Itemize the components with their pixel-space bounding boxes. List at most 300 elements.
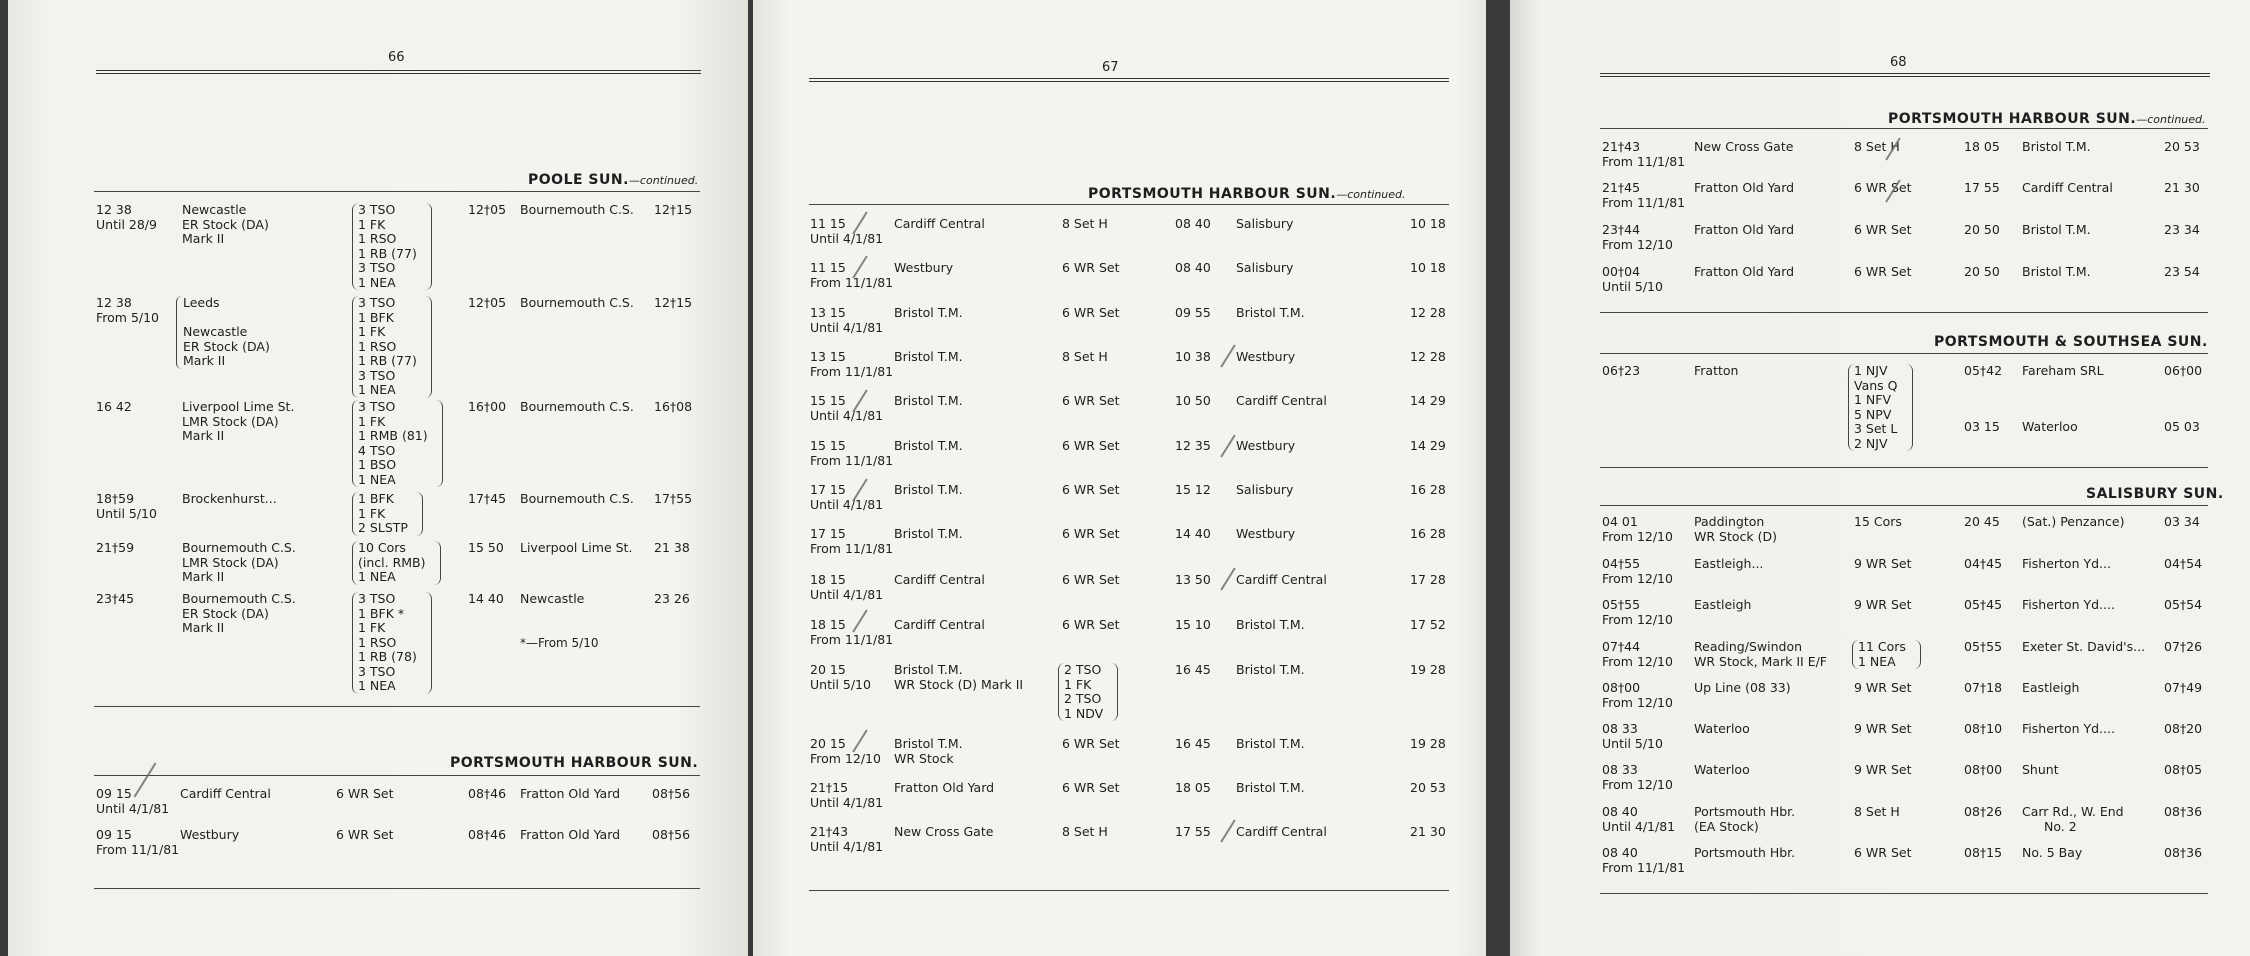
validity: Until 4/1/81 — [810, 838, 884, 854]
validity: Until 5/10 — [810, 676, 871, 692]
destination: Bristol T.M. — [2022, 264, 2091, 279]
stock-item: 1 RB (78) — [358, 649, 417, 664]
validity: From 12/10 — [1602, 653, 1673, 669]
dep-time: 00†04 — [1602, 264, 1641, 279]
arrival-time: 03 34 — [2164, 514, 2200, 529]
origin-note: Mark II — [182, 569, 225, 584]
dep-time: 21†43 — [1602, 139, 1641, 154]
destination: Bristol T.M. — [1236, 780, 1305, 795]
origin: New Cross Gate — [1694, 139, 1794, 154]
origin: Fratton Old Yard — [1694, 180, 1795, 195]
dep-time: 04 01 — [1602, 514, 1638, 529]
origin: Eastleigh — [1694, 597, 1752, 612]
stock-item: 5 NPV — [1854, 406, 1892, 422]
stock-item: 3 TSO — [358, 399, 396, 414]
working-time: 18 05 — [1175, 780, 1211, 795]
stock-item: 1 FK — [358, 505, 386, 521]
working-time: 08 40 — [1175, 216, 1211, 231]
arrival-time: 05†54 — [2164, 597, 2203, 612]
stock-item: 1 NEA — [358, 678, 396, 693]
validity: Until 4/1/81 — [1602, 818, 1676, 834]
stock-item: 3 TSO — [358, 591, 396, 606]
working-time: 15 10 — [1175, 617, 1211, 632]
section-title-text: POOLE SUN. — [528, 172, 629, 188]
origin: Bristol T.M. — [894, 393, 963, 408]
origin: Waterloo — [1694, 721, 1750, 736]
working-time: 05†55 — [1964, 639, 2003, 654]
destination: Fisherton Yd.... — [2022, 597, 2115, 612]
origin: Bristol T.M. — [894, 305, 963, 320]
working-time: 15 50 — [468, 540, 504, 555]
stock-item: 1 NEA — [358, 569, 396, 584]
origin: Bournemouth C.S. — [182, 540, 296, 555]
dep-time: 21†43 — [810, 824, 849, 839]
stock-item: 1 FK — [358, 324, 386, 339]
validity: From 11/1/81 — [1602, 859, 1686, 875]
origin-note: Mark II — [182, 620, 225, 635]
arrival-time: 19 28 — [1410, 662, 1446, 677]
dep-time: 21†59 — [96, 540, 135, 555]
section-rule — [94, 191, 700, 192]
arrival-time: 07†26 — [2164, 639, 2203, 654]
working-time: 08†10 — [1964, 721, 2003, 736]
working-time: 20 50 — [1964, 222, 2000, 237]
stock: 15 Cors — [1854, 514, 1902, 529]
stock-item: 11 Cors — [1858, 639, 1906, 654]
section-rule — [94, 775, 700, 776]
working-time: 05†42 — [1964, 363, 2003, 378]
section-rule — [1600, 353, 2208, 354]
section-title-portsmouth-harbour — [1888, 111, 2206, 127]
stock-item: 1 NJV — [1854, 363, 1888, 378]
origin: Newcastle — [183, 324, 248, 339]
origin: Waterloo — [1694, 762, 1750, 777]
page-67 — [753, 0, 1486, 956]
origin-note: Mark II — [183, 353, 226, 368]
arrival-time: 16†08 — [654, 399, 693, 414]
origin: Cardiff Central — [894, 572, 985, 587]
origin: Cardiff Central — [894, 216, 985, 231]
dep-time: 12 38 — [96, 295, 132, 310]
origin-note: Mark II — [182, 231, 225, 246]
working-time: 15 12 — [1175, 482, 1211, 497]
validity: From 11/1/81 — [96, 841, 180, 857]
stock: 8 Set H — [1854, 804, 1900, 819]
stock-item: 1 FK — [1064, 676, 1092, 692]
working-time: 10 38 — [1175, 349, 1211, 364]
validity: From 12/10 — [1602, 236, 1673, 252]
section-title-portsmouth-southsea: PORTSMOUTH & SOUTHSEA SUN. — [1934, 334, 2208, 350]
stock-item: 1 NEA — [1858, 653, 1896, 669]
origin: Portsmouth Hbr. — [1694, 845, 1796, 860]
stock-list — [352, 400, 443, 487]
origin-note: ER Stock (DA) — [182, 216, 269, 232]
destination: Eastleigh — [2022, 680, 2080, 695]
validity: Until 28/9 — [96, 216, 157, 232]
stock-item: 1 BFK — [358, 491, 394, 506]
dep-time: 18†59 — [96, 491, 135, 506]
destination: Liverpool Lime St. — [520, 540, 633, 555]
section-rule — [809, 890, 1449, 891]
stock-item: 1 BSO — [358, 457, 397, 472]
stock-list — [1848, 364, 1913, 451]
section-rule — [809, 204, 1449, 205]
validity: From 11/1/81 — [1602, 153, 1686, 169]
origin: Brockenhurst... — [182, 491, 277, 506]
validity: From 12/10 — [1602, 570, 1673, 586]
dep-time: 08 33 — [1602, 762, 1638, 777]
validity: Until 4/1/81 — [810, 230, 884, 246]
pencil-tick-mark — [1220, 434, 1235, 457]
arrival-time: 16 28 — [1410, 526, 1446, 541]
destination-note: No. 2 — [2044, 818, 2077, 834]
stock-list — [352, 203, 432, 290]
stock-list — [352, 592, 432, 694]
arrival-time: 08†36 — [2164, 845, 2203, 860]
origin: Paddington — [1694, 514, 1765, 529]
destination: Westbury — [1236, 349, 1296, 364]
stock-item: 3 Set L — [1854, 421, 1898, 436]
validity: From 12/10 — [810, 750, 881, 766]
origin: Westbury — [180, 827, 240, 842]
working-time: 08†26 — [1964, 804, 2003, 819]
arrival-time: 12†15 — [654, 295, 693, 310]
working-time: 12†05 — [468, 295, 507, 310]
stock-item: Vans Q — [1854, 377, 1898, 393]
working-time: 14 40 — [468, 591, 504, 606]
working-time: 20 45 — [1964, 514, 2000, 529]
stock: 6 WR Set — [1062, 305, 1120, 320]
working-time: 10 50 — [1175, 393, 1211, 408]
destination: Fisherton Yd... — [2022, 556, 2111, 571]
validity: From 11/1/81 — [1602, 194, 1686, 210]
dep-time: 04†55 — [1602, 556, 1641, 571]
validity: Until 4/1/81 — [810, 319, 884, 335]
destination: Salisbury — [1236, 216, 1294, 231]
stock-item: 4 TSO — [358, 442, 396, 458]
dep-time: 09 15 — [96, 827, 132, 842]
working-time: 08†46 — [468, 827, 507, 842]
stock-list — [1852, 640, 1921, 669]
arrival-time: 08†56 — [652, 827, 691, 842]
stock-list — [352, 492, 423, 536]
stock: 6 WR Set — [1062, 780, 1120, 795]
dep-time: 08 33 — [1602, 721, 1638, 736]
section-rule — [1600, 128, 2208, 129]
working-time: 08†00 — [1964, 762, 2003, 777]
arrival-time: 05 03 — [2164, 419, 2200, 434]
dep-time: 05†55 — [1602, 597, 1641, 612]
pencil-tick-mark — [1220, 819, 1235, 842]
arrival-time: 23 34 — [2164, 222, 2200, 237]
stock-item: 1 RB (77) — [358, 245, 417, 261]
stock: 6 WR Set — [336, 786, 394, 801]
origin: Bristol T.M. — [894, 526, 963, 541]
dep-time: 07†44 — [1602, 639, 1641, 654]
dep-time: 08 40 — [1602, 845, 1638, 860]
destination: Salisbury — [1236, 482, 1294, 497]
origin-note: WR Stock (D) — [1694, 528, 1777, 544]
validity: Until 5/10 — [1602, 735, 1663, 751]
origin: Bristol T.M. — [894, 438, 963, 453]
destination: Bristol T.M. — [1236, 736, 1305, 751]
arrival-time: 23 26 — [654, 591, 690, 606]
validity: Until 4/1/81 — [810, 586, 884, 602]
arrival-time: 17 28 — [1410, 572, 1446, 587]
working-time: 17 55 — [1964, 180, 2000, 195]
working-time: 08 40 — [1175, 260, 1211, 275]
stock-item: 1 BFK — [358, 309, 394, 325]
origin: Bristol T.M. — [894, 662, 963, 677]
destination: Newcastle — [520, 591, 585, 606]
origin: Liverpool Lime St. — [182, 399, 295, 414]
dep-time: 20 15 — [810, 736, 846, 751]
stock: 9 WR Set — [1854, 762, 1912, 777]
section-rule — [1600, 467, 2208, 468]
page-66 — [8, 0, 748, 956]
origin: Bristol T.M. — [894, 482, 963, 497]
dep-time: 08†00 — [1602, 680, 1641, 695]
validity: From 12/10 — [1602, 776, 1673, 792]
origin-note: ER Stock (DA) — [182, 605, 269, 621]
arrival-time: 23 54 — [2164, 264, 2200, 279]
origin: Fratton Old Yard — [1694, 222, 1795, 237]
working-time: 18 05 — [1964, 139, 2000, 154]
page-number: 66 — [388, 50, 405, 65]
stock: 9 WR Set — [1854, 721, 1912, 736]
destination: Cardiff Central — [2022, 180, 2113, 195]
working-time: 12 35 — [1175, 438, 1211, 453]
section-rule — [94, 706, 700, 707]
working-time: 16†00 — [468, 399, 507, 414]
stock: 6 WR Set — [1062, 482, 1120, 497]
origin: Bristol T.M. — [894, 349, 963, 364]
origin: Westbury — [894, 260, 954, 275]
destination: Bournemouth C.S. — [520, 491, 634, 506]
page-68 — [1510, 0, 2250, 956]
destination: (Sat.) Penzance) — [2022, 514, 2125, 529]
section-title-poole — [528, 172, 698, 188]
destination: Waterloo — [2022, 419, 2078, 434]
origin: New Cross Gate — [894, 824, 994, 839]
arrival-time: 12 28 — [1410, 349, 1446, 364]
destination: Carr Rd., W. End — [2022, 804, 2124, 819]
pencil-tick-mark — [1220, 567, 1235, 590]
destination: Bournemouth C.S. — [520, 399, 634, 414]
validity: From 11/1/81 — [810, 363, 894, 379]
header-rule — [1600, 73, 2210, 77]
working-time: 04†45 — [1964, 556, 2003, 571]
stock: 6 WR Set — [1062, 736, 1120, 751]
dep-time: 20 15 — [810, 662, 846, 677]
stock-item: 1 NDV — [1064, 705, 1104, 721]
stock-item: 2 TSO — [1064, 662, 1102, 677]
section-title-text: PORTSMOUTH HARBOUR SUN. — [1888, 111, 2137, 127]
stock: 6 WR Set — [1854, 180, 1912, 195]
validity: Until 5/10 — [1602, 278, 1663, 294]
stock-item: 1 NEA — [358, 382, 396, 397]
origin: Cardiff Central — [894, 617, 985, 632]
stock: 6 WR Set — [1062, 260, 1120, 275]
validity: From 11/1/81 — [810, 274, 894, 290]
stock-item: 1 RSO — [358, 634, 397, 650]
origin-note: ER Stock (DA) — [183, 338, 270, 354]
working-time: 03 15 — [1964, 419, 2000, 434]
origin-note: (EA Stock) — [1694, 818, 1759, 834]
arrival-time: 16 28 — [1410, 482, 1446, 497]
working-time: 20 50 — [1964, 264, 2000, 279]
origin-note: LMR Stock (DA) — [182, 413, 279, 429]
origin: Up Line (08 33) — [1694, 680, 1791, 695]
dep-time: 17 15 — [810, 482, 846, 497]
origin: Reading/Swindon — [1694, 639, 1803, 654]
origin: Fratton Old Yard — [1694, 264, 1795, 279]
working-time: 14 40 — [1175, 526, 1211, 541]
stock-item: (incl. RMB) — [358, 554, 426, 570]
stock-item: 2 SLSTP — [358, 520, 408, 535]
arrival-time: 14 29 — [1410, 438, 1446, 453]
dep-time: 15 15 — [810, 438, 846, 453]
stock: 8 Set H — [1062, 216, 1108, 231]
validity: Until 4/1/81 — [810, 794, 884, 810]
dep-time: 21†15 — [810, 780, 849, 795]
section-rule — [94, 888, 700, 889]
validity: From 12/10 — [1602, 611, 1673, 627]
working-time: 12†05 — [468, 202, 507, 217]
stock-list — [352, 541, 441, 585]
dep-time: 08 40 — [1602, 804, 1638, 819]
header-rule — [96, 70, 701, 74]
dep-time: 09 15 — [96, 786, 132, 801]
stock-item: 1 RB (77) — [358, 353, 417, 368]
validity: From 12/10 — [1602, 528, 1673, 544]
working-time: 09 55 — [1175, 305, 1211, 320]
page-number: 67 — [1102, 60, 1119, 75]
dep-time: 16 42 — [96, 399, 132, 414]
arrival-time: 14 29 — [1410, 393, 1446, 408]
arrival-time: 12†15 — [654, 202, 693, 217]
destination: Salisbury — [1236, 260, 1294, 275]
section-title-text: PORTSMOUTH HARBOUR SUN. — [1088, 186, 1337, 202]
destination: Exeter St. David's... — [2022, 639, 2146, 654]
stock: 6 WR Set — [1854, 264, 1912, 279]
stock: 9 WR Set — [1854, 556, 1912, 571]
origin: Portsmouth Hbr. — [1694, 804, 1796, 819]
stock-item: 1 FK — [358, 413, 386, 429]
origin-note: LMR Stock (DA) — [182, 554, 279, 570]
working-time: 17†45 — [468, 491, 507, 506]
stock-item: 2 TSO — [1064, 691, 1102, 706]
destination: Bristol T.M. — [1236, 617, 1305, 632]
stock-item: 1 FK — [358, 620, 386, 635]
origin: Leeds — [183, 295, 220, 310]
destination: No. 5 Bay — [2022, 845, 2083, 860]
stock: 9 WR Set — [1854, 680, 1912, 695]
continued-label: —continued. — [628, 174, 699, 187]
origin: Eastleigh... — [1694, 556, 1764, 571]
stock-item: 1 RSO — [358, 231, 397, 246]
destination: Fareham SRL — [2022, 363, 2104, 378]
stock-list — [1058, 663, 1118, 721]
validity: From 12/10 — [1602, 694, 1673, 710]
arrival-time: 08†56 — [652, 786, 691, 801]
arrival-time: 12 28 — [1410, 305, 1446, 320]
section-rule — [1600, 312, 2208, 313]
stock: 8 Set H — [1062, 349, 1108, 364]
origin-note: WR Stock — [894, 750, 954, 766]
stock: 6 WR Set — [1062, 438, 1120, 453]
dep-time: 06†23 — [1602, 363, 1641, 378]
section-title-portsmouth-harbour: PORTSMOUTH HARBOUR SUN. — [450, 755, 699, 771]
destination: Cardiff Central — [1236, 824, 1327, 839]
dep-time: 23†44 — [1602, 222, 1641, 237]
validity: Until 5/10 — [96, 505, 157, 521]
dep-time: 12 38 — [96, 202, 132, 217]
stock-item: 3 TSO — [358, 663, 396, 679]
continued-label: —continued. — [1336, 188, 1406, 201]
working-time: 13 50 — [1175, 572, 1211, 587]
stock-item: 1 NEA — [358, 471, 396, 487]
working-time: 16 45 — [1175, 662, 1211, 677]
stock-item: 1 RMB (81) — [358, 428, 428, 443]
destination: Bristol T.M. — [1236, 662, 1305, 677]
origin: Fratton — [1694, 363, 1739, 378]
stock: 6 WR Set — [1062, 572, 1120, 587]
stock: 6 WR Set — [1854, 222, 1912, 237]
stock-item: 3 TSO — [358, 367, 396, 383]
working-time: 08†15 — [1964, 845, 2003, 860]
stock: 8 Set H — [1062, 824, 1108, 839]
destination: Bristol T.M. — [2022, 139, 2091, 154]
arrival-time: 17 52 — [1410, 617, 1446, 632]
origin-note: Mark II — [182, 428, 225, 443]
arrival-time: 08†20 — [2164, 721, 2203, 736]
continued-label: —continued. — [2136, 113, 2206, 126]
validity: Until 4/1/81 — [810, 407, 884, 423]
working-time: 08†46 — [468, 786, 507, 801]
section-rule — [1600, 505, 2208, 506]
arrival-time: 08†36 — [2164, 804, 2203, 819]
page-number: 68 — [1890, 55, 1907, 70]
dep-time: 18 15 — [810, 617, 846, 632]
stock: 6 WR Set — [1062, 526, 1120, 541]
stock: 9 WR Set — [1854, 597, 1912, 612]
destination: Westbury — [1236, 526, 1296, 541]
dep-time: 11 15 — [810, 260, 846, 275]
stock: 6 WR Set — [1062, 393, 1120, 408]
destination: Bournemouth C.S. — [520, 295, 634, 310]
destination: Cardiff Central — [1236, 572, 1327, 587]
arrival-time: 10 18 — [1410, 260, 1446, 275]
arrival-time: 08†05 — [2164, 762, 2203, 777]
arrival-time: 17†55 — [654, 491, 693, 506]
stock: 6 WR Set — [1062, 617, 1120, 632]
arrival-time: 21 30 — [1410, 824, 1446, 839]
dep-time: 13 15 — [810, 349, 846, 364]
origin: Bournemouth C.S. — [182, 591, 296, 606]
validity: From 11/1/81 — [810, 452, 894, 468]
dep-time: 13 15 — [810, 305, 846, 320]
stock-item: 1 RSO — [358, 338, 397, 354]
stock-item: 1 NFV — [1854, 392, 1892, 407]
validity: Until 4/1/81 — [810, 496, 884, 512]
destination: Bristol T.M. — [2022, 222, 2091, 237]
dep-time: 11 15 — [810, 216, 846, 231]
destination: Fratton Old Yard — [520, 786, 621, 801]
validity: Until 4/1/81 — [96, 800, 170, 816]
dep-time: 18 15 — [810, 572, 846, 587]
destination: Bournemouth C.S. — [520, 202, 634, 217]
